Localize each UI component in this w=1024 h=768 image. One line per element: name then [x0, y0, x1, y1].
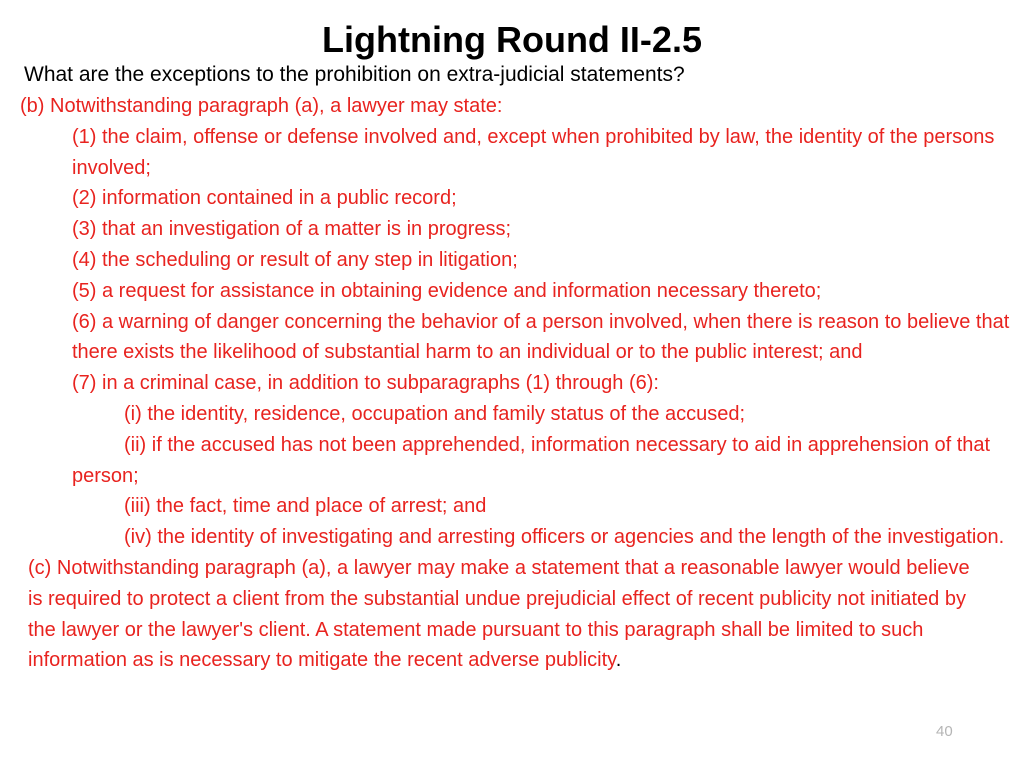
page-number: 40	[936, 723, 953, 740]
slide-title: Lightning Round II-2.5	[322, 19, 702, 60]
list-item-2: (2) information contained in a public record;	[72, 187, 457, 210]
sub-item-ii: (ii) if the accused has not been apprehended, information necessary to aid in apprehension of that person;	[72, 433, 991, 487]
list-item-6: (6) a warning of danger concerning the behavior of a person involved, when there is reason to believe that there exists the likelihood of substantial harm to an individual or to the public interest; and	[72, 310, 1010, 364]
sub-item-iii: (iii) the fact, time and place of arrest; and	[124, 495, 487, 518]
list-item-4: (4) the scheduling or result of any step in litigation;	[72, 248, 518, 271]
paragraph-c	[20, 553, 1015, 676]
question-text: What are the exceptions to the prohibition on extra-judicial statements?	[24, 63, 685, 86]
sub-item-iv: (iv) the identity of investigating and arresting officers or agencies and the length of the investigation.	[124, 526, 1005, 549]
list-item-5: (5) a request for assistance in obtaining evidence and information necessary thereto;	[72, 279, 822, 302]
paragraph-c-period: .	[615, 649, 622, 672]
paragraph-c-text: (c) Notwithstanding paragraph (a), a lawyer may make a statement that a reasonable lawyer would believe is required to protect a client from the substantial undue prejudicial effect of recent publicity not initiated by the lawyer or the lawyer's client. A statement made pursuant to this paragraph shall be limited to such information as is necessary to mitigate the recent adverse publicity	[28, 556, 970, 672]
sub-item-i: (i) the identity, residence, occupation and family status of the accused;	[124, 402, 746, 425]
slide-content	[20, 91, 1015, 676]
list-item-3: (3) that an investigation of a matter is in progress;	[72, 218, 512, 241]
list-item-1: (1) the claim, offense or defense involved and, except when prohibited by law, the identity of the persons involved;	[72, 125, 995, 179]
paragraph-b-intro: (b) Notwithstanding paragraph (a), a lawyer may state:	[20, 95, 503, 117]
list-item-7: (7) in a criminal case, in addition to subparagraphs (1) through (6):	[72, 372, 659, 395]
